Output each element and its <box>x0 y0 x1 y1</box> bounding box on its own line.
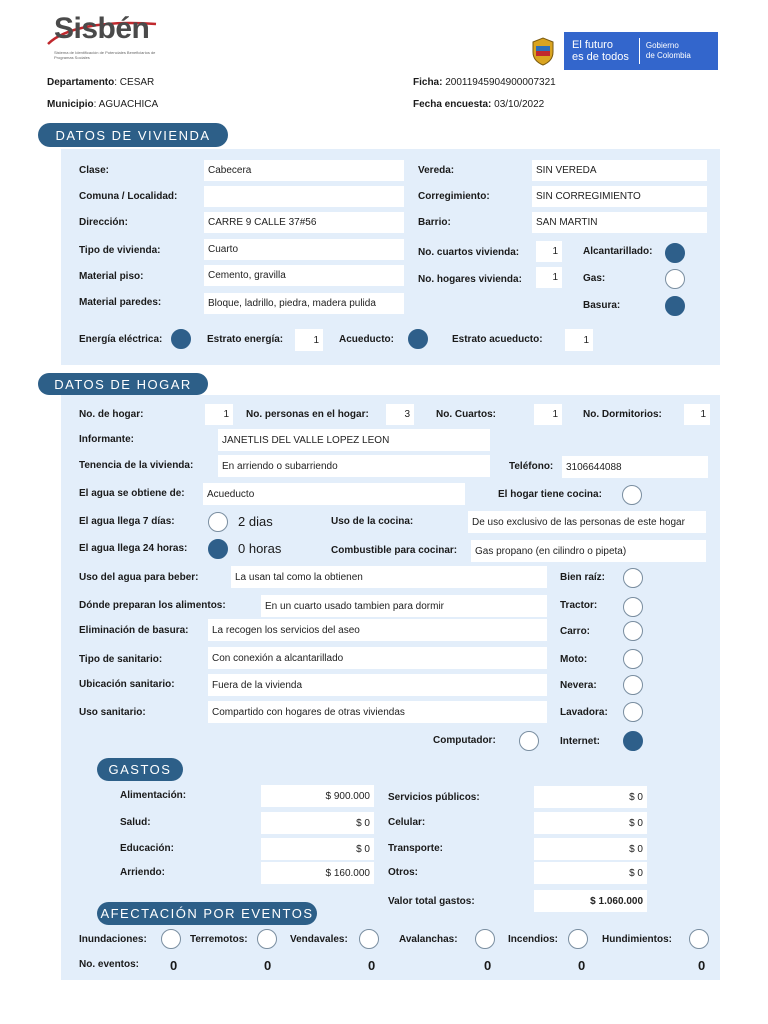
avalanchas-indicator <box>475 929 495 949</box>
lavadora-label: Lavadora: <box>560 707 608 718</box>
vereda-value: SIN VEREDA <box>532 160 707 181</box>
avalanchas-label: Avalanchas: <box>399 934 458 945</box>
barrio-label: Barrio: <box>418 217 451 228</box>
eliminacion-basura-value: La recogen los servicios del aseo <box>208 619 547 641</box>
tipo-vivienda-value: Cuarto <box>204 239 404 260</box>
transporte-value: $ 0 <box>534 838 647 860</box>
tipo-sanitario-label: Tipo de sanitario: <box>79 654 163 665</box>
computador-indicator <box>519 731 539 751</box>
no-eventos-label: No. eventos: <box>79 959 140 970</box>
clase-label: Clase: <box>79 165 110 176</box>
terremotos-count: 0 <box>264 958 272 973</box>
gov-divider <box>639 38 640 64</box>
corregimiento-label: Corregimiento: <box>418 191 490 202</box>
uso-agua-label: Uso del agua para beber: <box>79 572 199 583</box>
nevera-label: Nevera: <box>560 680 597 691</box>
cuartos-vivienda-value: 1 <box>536 241 562 262</box>
corregimiento-value: SIN CORREGIMIENTO <box>532 186 707 207</box>
uso-sanitario-label: Uso sanitario: <box>79 707 146 718</box>
servicios-publicos-value: $ 0 <box>534 786 647 808</box>
no-dormitorios-value: 1 <box>684 404 710 425</box>
informante-label: Informante: <box>79 434 134 445</box>
vendavales-indicator <box>359 929 379 949</box>
acueducto-indicator <box>408 329 428 349</box>
vendavales-count: 0 <box>368 958 376 973</box>
departamento-row <box>47 77 154 88</box>
fecha-row <box>413 99 544 110</box>
preparan-alimentos-label: Dónde preparan los alimentos: <box>79 600 226 611</box>
hundimientos-indicator <box>689 929 709 949</box>
sisben-logo-text: Sisbén <box>54 12 150 45</box>
material-paredes-label: Material paredes: <box>79 297 162 308</box>
acueducto-label: Acueducto: <box>339 334 394 345</box>
estrato-energia-value: 1 <box>295 329 323 351</box>
educacion-value: $ 0 <box>261 838 374 860</box>
no-dormitorios-label: No. Dormitorios: <box>583 409 662 420</box>
energia-electrica-label: Energía eléctrica: <box>79 334 163 345</box>
alcantarillado-indicator <box>665 243 685 263</box>
gov-name-line1: Gobierno <box>645 41 679 50</box>
salud-value: $ 0 <box>261 812 374 834</box>
uso-sanitario-value: Compartido con hogares de otras viviendas <box>208 701 547 723</box>
ficha-value: 20011945904900007321 <box>445 77 556 88</box>
basura-indicator <box>665 296 685 316</box>
agua-24-horas-label: El agua llega 24 horas: <box>79 543 188 554</box>
comuna-value <box>204 186 404 207</box>
total-gastos-value: $ 1.060.000 <box>534 890 647 912</box>
tiene-cocina-label: El hogar tiene cocina: <box>498 489 602 500</box>
informante-value: JANETLIS DEL VALLE LOPEZ LEON <box>218 429 490 451</box>
gov-name-line2: de Colombia <box>645 51 691 60</box>
sisben-logo <box>44 10 164 70</box>
eliminacion-basura-label: Eliminación de basura: <box>79 625 189 636</box>
personas-hogar-label: No. personas en el hogar: <box>246 409 369 420</box>
terremotos-label: Terremotos: <box>190 934 248 945</box>
municipio-value: : AGUACHICA <box>93 99 159 110</box>
ubicacion-sanitario-label: Ubicación sanitario: <box>79 679 175 690</box>
vivienda-section-title: DATOS DE VIVIENDA <box>38 123 228 147</box>
carro-label: Carro: <box>560 626 591 637</box>
incendios-label: Incendios: <box>508 934 559 945</box>
tiene-cocina-indicator <box>622 485 642 505</box>
otros-value: $ 0 <box>534 862 647 884</box>
gov-slogan-line1: El futuro <box>572 39 613 51</box>
alimentacion-label: Alimentación: <box>120 790 187 801</box>
municipio-row <box>47 99 158 110</box>
hogares-vivienda-value: 1 <box>536 267 562 288</box>
estrato-energia-label: Estrato energía: <box>207 334 284 345</box>
internet-indicator <box>623 731 643 751</box>
no-hogar-label: No. de hogar: <box>79 409 144 420</box>
agua-7-dias-indicator <box>208 512 228 532</box>
moto-indicator <box>623 649 643 669</box>
telefono-value: 3106644088 <box>562 456 708 478</box>
agua-7-dias-value: 2 dias <box>238 514 273 529</box>
ficha-label: Ficha: <box>413 77 443 88</box>
celular-value: $ 0 <box>534 812 647 834</box>
estrato-acueducto-label: Estrato acueducto: <box>452 334 543 345</box>
no-cuartos-label: No. Cuartos: <box>436 409 496 420</box>
energia-electrica-indicator <box>171 329 191 349</box>
municipio-label: Municipio <box>47 99 94 110</box>
arriendo-value: $ 160.000 <box>261 862 374 884</box>
otros-label: Otros: <box>388 867 418 878</box>
preparan-alimentos-value: En un cuarto usado tambien para dormir <box>261 595 547 617</box>
alimentacion-value: $ 900.000 <box>261 785 374 807</box>
total-gastos-label: Valor total gastos: <box>388 896 475 907</box>
agua-obtiene-label: El agua se obtiene de: <box>79 488 185 499</box>
tractor-label: Tractor: <box>560 600 598 611</box>
uso-cocina-value: De uso exclusivo de las personas de este hogar <box>468 511 706 533</box>
agua-24-horas-indicator <box>208 539 228 559</box>
arriendo-label: Arriendo: <box>120 867 165 878</box>
fecha-value: 03/10/2022 <box>494 99 545 110</box>
comuna-label: Comuna / Localidad: <box>79 191 178 202</box>
nevera-indicator <box>623 675 643 695</box>
celular-label: Celular: <box>388 817 426 828</box>
inundaciones-indicator <box>161 929 181 949</box>
direccion-value: CARRE 9 CALLE 37#56 <box>204 212 404 233</box>
inundaciones-label: Inundaciones: <box>79 934 147 945</box>
uso-agua-value: La usan tal como la obtienen <box>231 566 547 588</box>
salud-label: Salud: <box>120 817 151 828</box>
incendios-indicator <box>568 929 588 949</box>
combustible-value: Gas propano (en cilindro o pipeta) <box>471 540 706 562</box>
avalanchas-count: 0 <box>484 958 492 973</box>
lavadora-indicator <box>623 702 643 722</box>
eventos-section-title: AFECTACIÓN POR EVENTOS <box>97 902 317 925</box>
gastos-section-title: GASTOS <box>97 758 183 781</box>
colombia-coat-of-arms-icon <box>522 32 564 70</box>
clase-value: Cabecera <box>204 160 404 181</box>
tipo-vivienda-label: Tipo de vivienda: <box>79 245 161 256</box>
material-paredes-value: Bloque, ladrillo, piedra, madera pulida <box>204 293 404 314</box>
gov-slogan-line2: es de todos <box>572 51 629 63</box>
tenencia-value: En arriendo o subarriendo <box>218 455 490 477</box>
uso-cocina-label: Uso de la cocina: <box>331 516 414 527</box>
personas-hogar-value: 3 <box>386 404 414 425</box>
gov-banner <box>522 32 718 70</box>
departamento-value: : CESAR <box>114 77 155 88</box>
bien-raiz-indicator <box>623 568 643 588</box>
servicios-publicos-label: Servicios públicos: <box>388 792 480 803</box>
material-piso-value: Cemento, gravilla <box>204 265 404 286</box>
direccion-label: Dirección: <box>79 217 128 228</box>
incendios-count: 0 <box>578 958 586 973</box>
terremotos-indicator <box>257 929 277 949</box>
tenencia-label: Tenencia de la vivienda: <box>79 460 194 471</box>
hundimientos-count: 0 <box>698 958 706 973</box>
bien-raiz-label: Bien raíz: <box>560 572 606 583</box>
ubicacion-sanitario-value: Fuera de la vivienda <box>208 674 547 696</box>
hogares-vivienda-label: No. hogares vivienda: <box>418 274 522 285</box>
combustible-label: Combustible para cocinar: <box>331 545 458 556</box>
barrio-value: SAN MARTIN <box>532 212 707 233</box>
fecha-label: Fecha encuesta: <box>413 99 492 110</box>
cuartos-vivienda-label: No. cuartos vivienda: <box>418 247 520 258</box>
no-hogar-value: 1 <box>205 404 233 425</box>
tractor-indicator <box>623 597 643 617</box>
transporte-label: Transporte: <box>388 843 444 854</box>
hogar-section-title: DATOS DE HOGAR <box>38 373 208 395</box>
alcantarillado-label: Alcantarillado: <box>583 246 653 257</box>
ficha-row <box>413 77 556 88</box>
departamento-label: Departamento <box>47 77 115 88</box>
no-cuartos-value: 1 <box>534 404 562 425</box>
moto-label: Moto: <box>560 654 588 665</box>
material-piso-label: Material piso: <box>79 271 144 282</box>
sisben-logo-subtitle: Sistema de Identificación de Potenciales Beneficiarios de Programas Sociales <box>54 50 156 60</box>
tipo-sanitario-value: Con conexión a alcantarillado <box>208 647 547 669</box>
vereda-label: Vereda: <box>418 165 455 176</box>
estrato-acueducto-value: 1 <box>565 329 593 351</box>
hundimientos-label: Hundimientos: <box>602 934 672 945</box>
computador-label: Computador: <box>433 735 496 746</box>
internet-label: Internet: <box>560 736 600 747</box>
agua-24-horas-value: 0 horas <box>238 541 282 556</box>
educacion-label: Educación: <box>120 843 174 854</box>
telefono-label: Teléfono: <box>509 461 554 472</box>
gas-indicator <box>665 269 685 289</box>
agua-obtiene-value: Acueducto <box>203 483 465 505</box>
inundaciones-count: 0 <box>170 958 178 973</box>
basura-label: Basura: <box>583 300 621 311</box>
gas-label: Gas: <box>583 273 606 284</box>
agua-7-dias-label: El agua llega 7 días: <box>79 516 175 527</box>
carro-indicator <box>623 621 643 641</box>
vendavales-label: Vendavales: <box>290 934 348 945</box>
